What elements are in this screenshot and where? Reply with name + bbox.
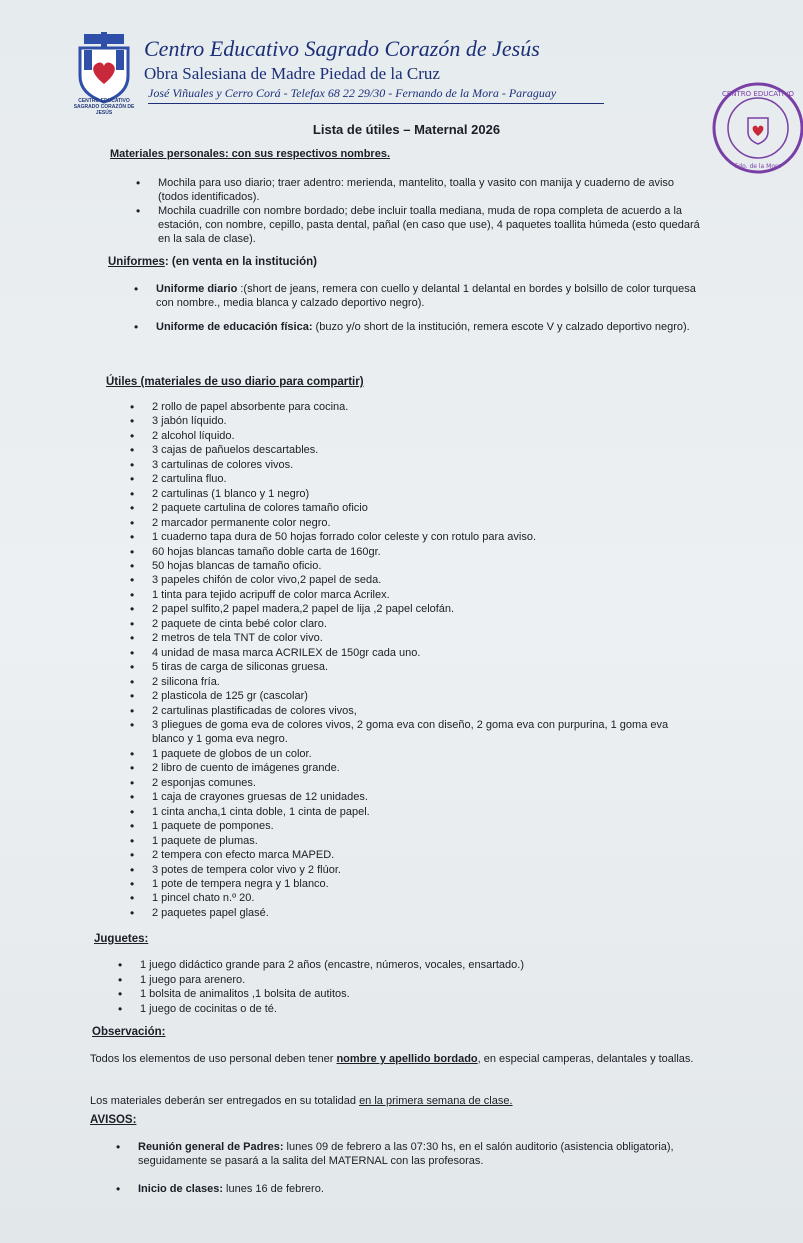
list-item: [156, 320, 706, 334]
list-item: • 3 pliegues de goma eva de colores vivos, 2 goma eva con diseño, 2 goma eva con purpurina, 1 goma eva blanco y 1 goma eva negro.: [152, 718, 697, 747]
list-item: • 1 paquete de globos de un color.: [152, 747, 697, 761]
list-item: • 1 juego didáctico grande para 2 años (encastre, números, vocales, ensartado.): [140, 958, 700, 973]
list-item: • 1 paquete de plumas.: [152, 834, 697, 848]
personal-materials-list: [158, 176, 706, 246]
list-item: • 4 unidad de masa marca ACRILEX de 150gr cada uno.: [152, 646, 697, 660]
list-item: • 3 cartulinas de colores vivos.: [152, 458, 697, 472]
list-item: • 1 pincel chato n.º 20.: [152, 891, 697, 905]
svg-text:CENTRO EDUCATIVO: CENTRO EDUCATIVO: [721, 90, 795, 98]
list-item: • 1 tinta para tejido acripuff de color marca Acrilex.: [152, 588, 697, 602]
list-item: • 50 hojas blancas de tamaño oficio.: [152, 559, 697, 573]
list-item: • 3 papeles chifón de color vivo,2 papel de seda.: [152, 573, 697, 587]
uniforms-heading: [108, 255, 317, 269]
list-item: • 2 tempera con efecto marca MAPED.: [152, 848, 697, 862]
list-item: • 1 cuaderno tapa dura de 50 hojas forrado color celeste y con rotulo para aviso.: [152, 530, 697, 544]
list-item: • 2 cartulinas (1 blanco y 1 negro): [152, 487, 697, 501]
notice-label: Inicio de clases:: [138, 1183, 223, 1195]
uniforms-heading-label: Uniformes: [108, 256, 165, 268]
list-item: • 2 libro de cuento de imágenes grande.: [152, 761, 697, 775]
list-item: • 2 plasticola de 125 gr (cascolar): [152, 689, 697, 703]
toys-list: [140, 958, 700, 1016]
svg-text:Fdo. de la Mora: Fdo. de la Mora: [734, 163, 782, 170]
supplies-heading: Útiles (materiales de uso diario para compartir): [106, 376, 364, 388]
observation-text: Los materiales deberán ser entregados en su totalidad: [90, 1095, 360, 1107]
toys-heading: Juguetes:: [94, 933, 149, 945]
list-item: • Mochila para uso diario; traer adentro: merienda, mantelito, toalla y vasito con manija y cuaderno de aviso (todos identificados).: [158, 176, 706, 204]
list-item: • 1 paquete de pompones.: [152, 819, 697, 833]
list-item: • 3 jabón líquido.: [152, 414, 697, 428]
list-item: • 1 pote de tempera negra y 1 blanco.: [152, 877, 697, 891]
uniforms-list: [156, 282, 706, 334]
personal-materials-heading: Materiales personales: con sus respectivos nombres.: [110, 148, 391, 160]
uniform-label: Uniforme diario: [156, 283, 238, 295]
list-item: • 2 rollo de papel absorbente para cocina.: [152, 400, 697, 414]
document-title: Lista de útiles – Maternal 2026: [312, 122, 501, 137]
list-item: • 1 juego para arenero.: [140, 973, 700, 988]
school-address: José Viñuales y Cerro Corá - Telefax 68 22 29/30 - Fernando de la Mora - Paraguay: [148, 86, 604, 104]
observation-paragraph-1: [90, 1052, 694, 1066]
list-item: • 2 metros de tela TNT de color vivo.: [152, 631, 697, 645]
uniform-text: :(short de jeans, remera con cuello y delantal 1 delantal en bordes y bolsillo de color turquesa con nombre., media blanca y calzado deportivo negro).: [156, 283, 696, 309]
list-item: • 60 hojas blancas tamaño doble carta de 160gr.: [152, 545, 697, 559]
observation-text: Todos los elementos de uso personal deben tener: [90, 1053, 337, 1065]
observation-text: , en especial camperas, delantales y toallas.: [477, 1053, 694, 1065]
list-item: [138, 1140, 694, 1168]
uniform-text: (buzo y/o short de la institución, remera escote V y calzado deportivo negro).: [312, 321, 690, 333]
supplies-list: [152, 400, 697, 920]
notice-text: lunes 09 de febrero a las 07:30 hs, en el salón auditorio (asistencia obligatoria), seguidamente se pasará a la salita del MATERNAL con las profesoras.: [138, 1141, 674, 1167]
observation-emphasis: nombre y apellido bordado: [336, 1053, 478, 1065]
list-item: • 1 bolsita de animalitos ,1 bolsita de autitos.: [140, 987, 700, 1002]
logo-caption: CENTRO EDUCATIVO SAGRADO CORAZÓN DE JESÚS: [73, 98, 135, 116]
list-item: • 1 caja de crayones gruesas de 12 unidades.: [152, 790, 697, 804]
uniform-label: Uniforme de educación física:: [156, 321, 313, 333]
observation-paragraph-2: [90, 1094, 694, 1108]
list-item: • 2 paquetes papel glasé.: [152, 906, 697, 920]
list-item: [156, 282, 706, 310]
notice-text: lunes 16 de febrero.: [222, 1183, 324, 1195]
notices-heading: AVISOS:: [90, 1114, 137, 1126]
list-item: • 1 juego de cocinitas o de té.: [140, 1002, 700, 1017]
school-name: Centro Educativo Sagrado Corazón de Jesús: [144, 36, 540, 61]
list-item: • 2 cartulina fluo.: [152, 472, 697, 486]
list-item: • 1 cinta ancha,1 cinta doble, 1 cinta de papel.: [152, 805, 697, 819]
list-item: • 5 tiras de carga de siliconas gruesa.: [152, 660, 697, 674]
school-subtitle: Obra Salesiana de Madre Piedad de la Cruz: [144, 64, 440, 83]
list-item: • 2 paquete de cinta bebé color claro.: [152, 617, 697, 631]
list-item: • 2 alcohol líquido.: [152, 429, 697, 443]
list-item: • 3 cajas de pañuelos descartables.: [152, 443, 697, 457]
list-item: • 2 esponjas comunes.: [152, 776, 697, 790]
list-item: • 2 cartulinas plastificadas de colores vivos,: [152, 704, 697, 718]
observation-heading: Observación:: [92, 1026, 166, 1038]
list-item: • 2 papel sulfito,2 papel madera,2 papel de lija ,2 papel celofán.: [152, 602, 697, 616]
observation-emphasis: en la primera semana de clase.: [359, 1095, 513, 1107]
list-item: • Mochila cuadrille con nombre bordado; debe incluir toalla mediana, muda de ropa completa de acuerdo a la estación, con nombre, cepillo, pasta dental, pañal (en caso que use), 4 paquetes toallita húmeda (esto quedará en la sala de clase).: [158, 204, 706, 246]
notice-label: Reunión general de Padres:: [138, 1141, 284, 1153]
list-item: • 2 paquete cartulina de colores tamaño oficio: [152, 501, 697, 515]
list-item: • 3 potes de tempera color vivo y 2 flúor.: [152, 863, 697, 877]
uniforms-heading-suffix: : (en venta en la institución): [164, 256, 317, 268]
list-item: • 2 silicona fría.: [152, 675, 697, 689]
list-item: • 2 marcador permanente color negro.: [152, 516, 697, 530]
list-item: [138, 1182, 694, 1196]
notices-list: [138, 1140, 694, 1196]
